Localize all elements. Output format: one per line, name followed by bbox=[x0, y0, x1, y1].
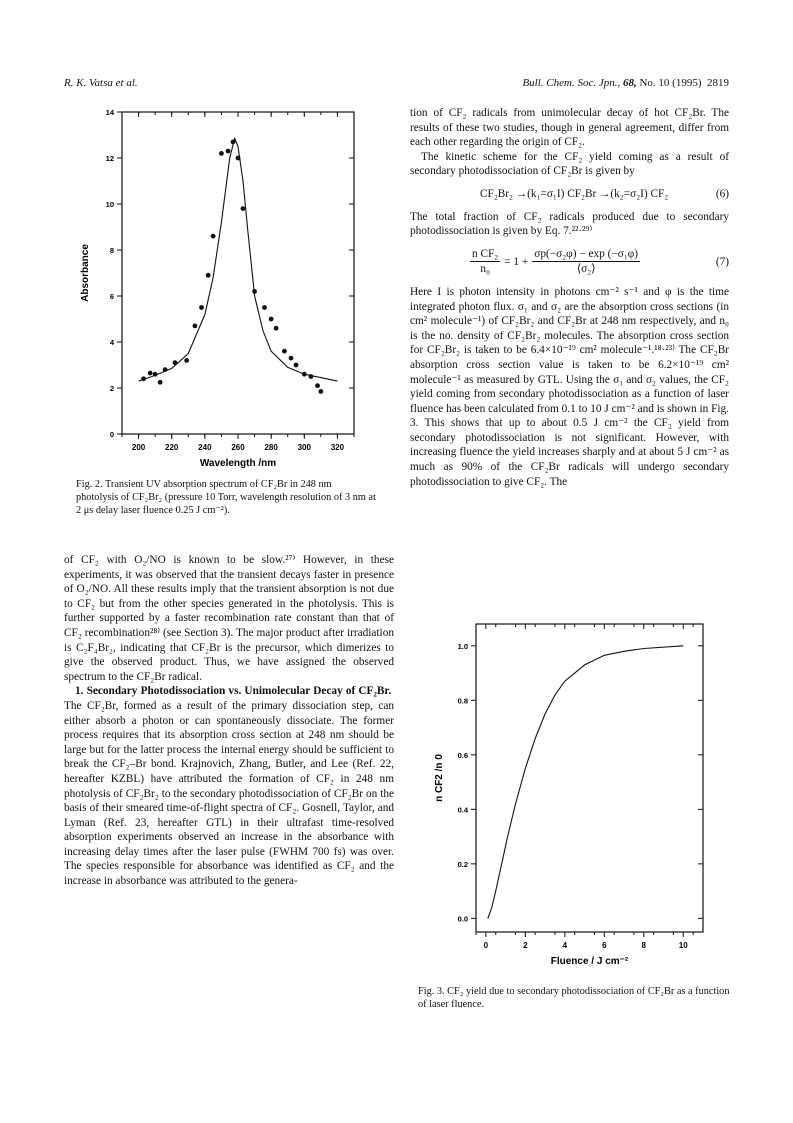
data-point bbox=[226, 149, 231, 154]
x-axis-label: Fluence / J cm⁻² bbox=[550, 956, 629, 967]
section-paragraph bbox=[64, 684, 394, 888]
equation-6-body: CF₂Br₂ →(k₁=σ₁I) CF₂Br →(k₂=σ₂I) CF₂ bbox=[480, 187, 669, 200]
data-point bbox=[318, 389, 323, 394]
x-tick-label: 0 bbox=[483, 941, 489, 950]
equation-7-lhs bbox=[470, 247, 500, 277]
y-tick-label: 8 bbox=[109, 246, 114, 255]
y-tick-label: 4 bbox=[109, 338, 114, 347]
y-tick-label: 6 bbox=[109, 292, 114, 301]
data-point bbox=[163, 367, 168, 372]
data-point bbox=[236, 156, 241, 161]
section-heading: 1. Secondary Photodissociation vs. Unimolecular Decay of CF₂Br. bbox=[75, 685, 392, 698]
equation-7-rhs-numerator: σp(−σ₂φ) − exp (−σ₁φ) bbox=[532, 247, 640, 263]
paragraph: The total fraction of CF₂ radicals produced due to secondary photodissociation is given by Eq. 7.²²·²⁹⁾ bbox=[410, 210, 729, 238]
data-point bbox=[148, 371, 153, 376]
x-tick-label: 300 bbox=[297, 443, 311, 452]
data-point bbox=[282, 349, 287, 354]
x-tick-label: 8 bbox=[641, 941, 647, 950]
x-tick-label: 200 bbox=[131, 443, 146, 452]
x-tick-label: 260 bbox=[231, 443, 245, 452]
data-point bbox=[158, 380, 163, 385]
y-tick-label: 1.0 bbox=[457, 641, 468, 651]
yield-curve bbox=[488, 646, 684, 919]
data-point bbox=[262, 305, 267, 310]
equation-6-number: (6) bbox=[715, 187, 729, 200]
data-point bbox=[153, 372, 158, 377]
data-point bbox=[231, 140, 236, 145]
equation-6 bbox=[410, 187, 729, 202]
data-point bbox=[252, 289, 257, 294]
y-tick-label: 0.2 bbox=[457, 859, 468, 869]
data-point bbox=[141, 376, 146, 381]
data-point bbox=[269, 317, 274, 322]
running-header-journal bbox=[522, 77, 729, 89]
paragraph: The kinetic scheme for the CF₂ yield coming as a result of secondary photodissociation of CF₂Br is given by bbox=[410, 150, 729, 178]
plot-frame bbox=[476, 624, 703, 932]
data-point bbox=[294, 363, 299, 368]
equation-7-lhs-numerator: n CF₂ bbox=[470, 247, 500, 263]
data-point bbox=[206, 273, 211, 278]
data-point bbox=[193, 324, 198, 329]
figure-2-chart bbox=[80, 100, 382, 480]
data-point bbox=[302, 372, 307, 377]
left-column bbox=[64, 553, 394, 889]
y-tick-label: 0.4 bbox=[457, 805, 468, 815]
equation-7-rhs bbox=[532, 247, 640, 277]
y-tick-label: 14 bbox=[105, 108, 114, 117]
running-header-authors: R. K. Vatsa et al. bbox=[64, 77, 138, 89]
x-tick-label: 320 bbox=[330, 443, 345, 452]
equation-7-rhs-denominator: ⟨σ₂⟩ bbox=[576, 263, 596, 276]
x-tick-label: 280 bbox=[264, 443, 278, 452]
page-number: 2819 bbox=[707, 77, 729, 89]
journal-issue: No. 10 (1995) bbox=[639, 77, 702, 89]
data-point bbox=[219, 151, 224, 156]
x-axis-label: Wavelength /nm bbox=[199, 458, 277, 469]
y-tick-label: 2 bbox=[109, 384, 114, 393]
x-tick-label: 220 bbox=[165, 443, 179, 452]
figure-3-caption: Fig. 3. CF₂ yield due to secondary photodissociation of CF₂Br as a function of laser fluence. bbox=[418, 986, 730, 1010]
y-tick-label: 0.6 bbox=[457, 750, 468, 760]
data-point bbox=[184, 358, 189, 363]
paragraph-body: The CF₂Br, formed as a result of the primary dissociation step, can either absorb a photon or can spontaneously dissociate. The former process requires that its absorption cross section at 248 nm should be large but for the latter process the internal energy should be sufficient to break the CF₂–Br bond. Krajnovich, Zhang, Butler, and Lee (Ref. 22, hereafter KZBL) have attributed the formation of CF₂ in 248 nm photolysis of CF₂Br₂ to the secondary photodissociation of CF₂Br on the basis of their smeared time-of-flight spectra of CF₂. Gosnell, Taylor, and Lyman (Ref. 23, hereafter GTL) in their ultrafast time-resolved absorption experiments observed an increase in the absorbance with increasing delay times after the laser pulse (FWHM 700 fs) was over. The species responsible for absorbance was identified as CF₂ and the increase in absorbance was attributed to the genera- bbox=[64, 699, 394, 888]
data-point bbox=[274, 326, 279, 331]
equation-7-lhs-denominator: n₀ bbox=[480, 263, 490, 276]
x-tick-label: 6 bbox=[602, 941, 607, 950]
right-column bbox=[410, 106, 729, 489]
x-tick-label: 10 bbox=[678, 941, 688, 950]
paragraph: of CF₂ with O₂/NO is known to be slow.²⁷⁾ However, in these experiments, it was observed that the transient decays faster in presence of O₂/NO. All these results imply that the transient absorption is not due to CF₂ but from the other species generated in the photolysis. This is further supported by a faster recombination rate constant than that of CF₂ recombination²⁸⁾ (see Section 3). The major product after irradiation is C₂F₄Br₂, indicating that CF₂Br is the precursor, which dimerizes to give the observed product. Thus, we have assigned the observed spectrum to the CF₂Br radical. bbox=[64, 554, 394, 683]
fit-curve bbox=[139, 138, 338, 381]
y-tick-label: 10 bbox=[105, 200, 114, 209]
y-tick-label: 0 bbox=[109, 430, 114, 439]
x-tick-label: 240 bbox=[198, 443, 212, 452]
y-tick-label: 0.8 bbox=[457, 696, 468, 706]
equation-7-number: (7) bbox=[715, 255, 729, 268]
data-point bbox=[199, 305, 204, 310]
equation-7 bbox=[410, 247, 729, 277]
data-point bbox=[241, 206, 246, 211]
x-tick-label: 4 bbox=[562, 941, 568, 950]
y-axis-label: n CF2 /n 0 bbox=[434, 754, 445, 802]
equation-7-equals: = 1 + bbox=[504, 255, 529, 268]
figure-2-caption: Fig. 2. Transient UV absorption spectrum of CF₂Br in 248 nm photolysis of CF₂Br₂ (pressure 10 Torr, wavelength resolution of 3 nm at 2 μs delay laser fluence 0.25 J cm⁻²). bbox=[76, 479, 376, 516]
data-point bbox=[211, 234, 216, 239]
figure-3-chart bbox=[418, 616, 718, 982]
x-tick-label: 2 bbox=[523, 941, 528, 950]
data-point bbox=[173, 360, 178, 365]
data-point bbox=[309, 374, 314, 379]
data-point bbox=[289, 356, 294, 361]
y-axis-label: Absorbance bbox=[80, 244, 91, 302]
paragraph: Here I is photon intensity in photons cm⁻² s⁻¹ and φ is the time integrated photon flux. σ₁ and σ₂ are the absorption cross sections (in cm² molecule⁻¹) of CF₂Br₂ and CF₂Br at 248 nm respectively, and n₀ is the no. density of CF₂Br₂ molecules. The absorption cross section for CF₂Br₂ is taken to be 6.4×10⁻¹⁹ cm² molecule⁻¹.¹⁸·²³⁾ The CF₂Br absorption cross section value is taken to be 6.2×10⁻¹⁹ cm² molecule⁻¹ as measured by GTL. Using the σ₁ and σ₂ values, the CF₂ yield coming from secondary photodissociation as a function of laser fluence has been calculated from 0.1 to 10 J cm⁻² and is shown in Fig. 3. This shows that up to about 0.5 J cm⁻² the CF₂ yield from secondary photodissociation is not significant. However, with increasing fluence the yield increases sharply and at about 5 J cm⁻² as much as 90% of the CF₂Br radicals will undergo secondary photodissociation to give CF₂. The bbox=[410, 285, 729, 488]
y-tick-label: 12 bbox=[105, 154, 114, 163]
journal-name: Bull. Chem. Soc. Jpn., bbox=[522, 77, 621, 89]
data-point bbox=[315, 383, 320, 388]
journal-volume: 68, bbox=[622, 77, 637, 89]
y-tick-label: 0.0 bbox=[457, 914, 468, 924]
paragraph: tion of CF₂ radicals from unimolecular decay of hot CF₂Br. The results of these two studies, though in general agreement, differ from each other regarding the origin of CF₂. bbox=[410, 107, 729, 149]
